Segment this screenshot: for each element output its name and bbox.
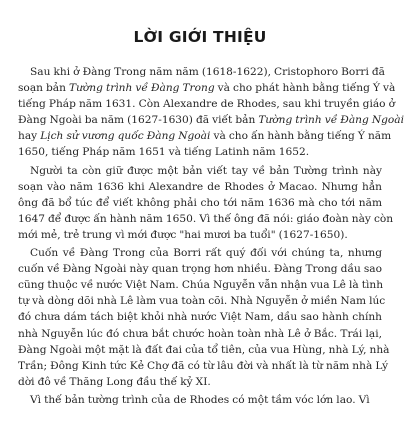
text-line: soạn vào năm 1636 khi Alexandre de Rhodes ở Macao. Nhưng hẳn [18,180,382,193]
text-line: 1647 để được ấn hành năm 1650. Vì thế ông đã nói: giáo đoàn này còn [18,212,394,225]
text-line: Người ta còn giữ được một bản viết tay về bản Tường trình này [30,164,382,177]
text-line: mới mẻ, trẻ trung vì mới được "hai mươi ba tuổi" (1627-1650). [18,228,348,241]
text-line: đó chưa dám tách biệt khỏi nhà nước Việt Nam, dầu sao hành chính [18,311,382,324]
text-line: ông đã bổ túc để viết không phải cho tới năm 1636 mà cho tới năm [18,196,382,209]
text-line: 1650, tiếng Pháp năm 1651 và tiếng Latinh năm 1652. [18,146,310,159]
text-line: nhà Nguyễn lúc đó chưa bắt chước hoàn toàn nhà Lê ở Bắc. Trái lại, [18,327,382,340]
text-line: tự và dòng dõi nhà Lê làm vua toàn cõi. Nhà Nguyễn ở miền Nam lúc [18,295,386,308]
text-line: dời đô về Thăng Long đầu thế kỷ XI. [18,375,211,388]
text-line: tiếng Pháp năm 1631. Còn Alexandre de Rhodes, sau khi truyền giáo ở [18,98,395,111]
paragraph [18,245,390,390]
text-line: Vì thế bản tường trình của de Rhodes có một tầm vóc lớn lao. Vì [30,393,370,406]
paragraph [18,392,382,408]
text-line: Sau khi ở Đàng Trong năm năm (1618-1622), Cristophoro Borri đã [30,66,385,78]
paragraph [18,64,404,161]
text-line: cũng thuộc về nước Việt Nam. Chúa Nguyễn vẫn nhận vua Lê là tình [18,279,384,292]
text-line: Cuốn về Đàng Trong của Borri rất quý đối với chúng ta, nhưng [30,247,382,260]
text-line: hay Lịch sử vương quốc Đàng Ngoài và cho ấn hành bằng tiếng Ý năm [18,130,392,143]
italic-title: Lịch sử vương quốc Đàng Ngoài [40,130,211,143]
text-line: Đàng Ngoài ba năm (1627-1630) đã viết bản Tường trình về Đàng Ngoài [18,114,404,127]
text-line: soạn bản Tường trình về Đàng Trong và cho phát hành bằng tiếng Ý và [18,82,396,95]
document-body [18,64,404,408]
document-page [0,28,404,428]
italic-title: Tường trình về Đàng Ngoài [258,114,404,127]
page-title: LỜI GIỚI THIỆU [133,28,267,46]
text-line: Trần; Đông Kinh tức Kẻ Chợ đã có từ lâu đời và nhất là từ năm nhà Lý [18,359,389,372]
text-line: Đàng Ngoài một mặt là đất đai của tổ tiên, của vua Hùng, nhà Lý, nhà [18,343,390,356]
paragraph [18,163,394,243]
italic-title: Tường trình về Đàng Trong [69,82,215,95]
text-line: cuốn về Đàng Ngoài này quan trọng hơn nhiều. Đàng Trong dầu sao [18,263,382,276]
